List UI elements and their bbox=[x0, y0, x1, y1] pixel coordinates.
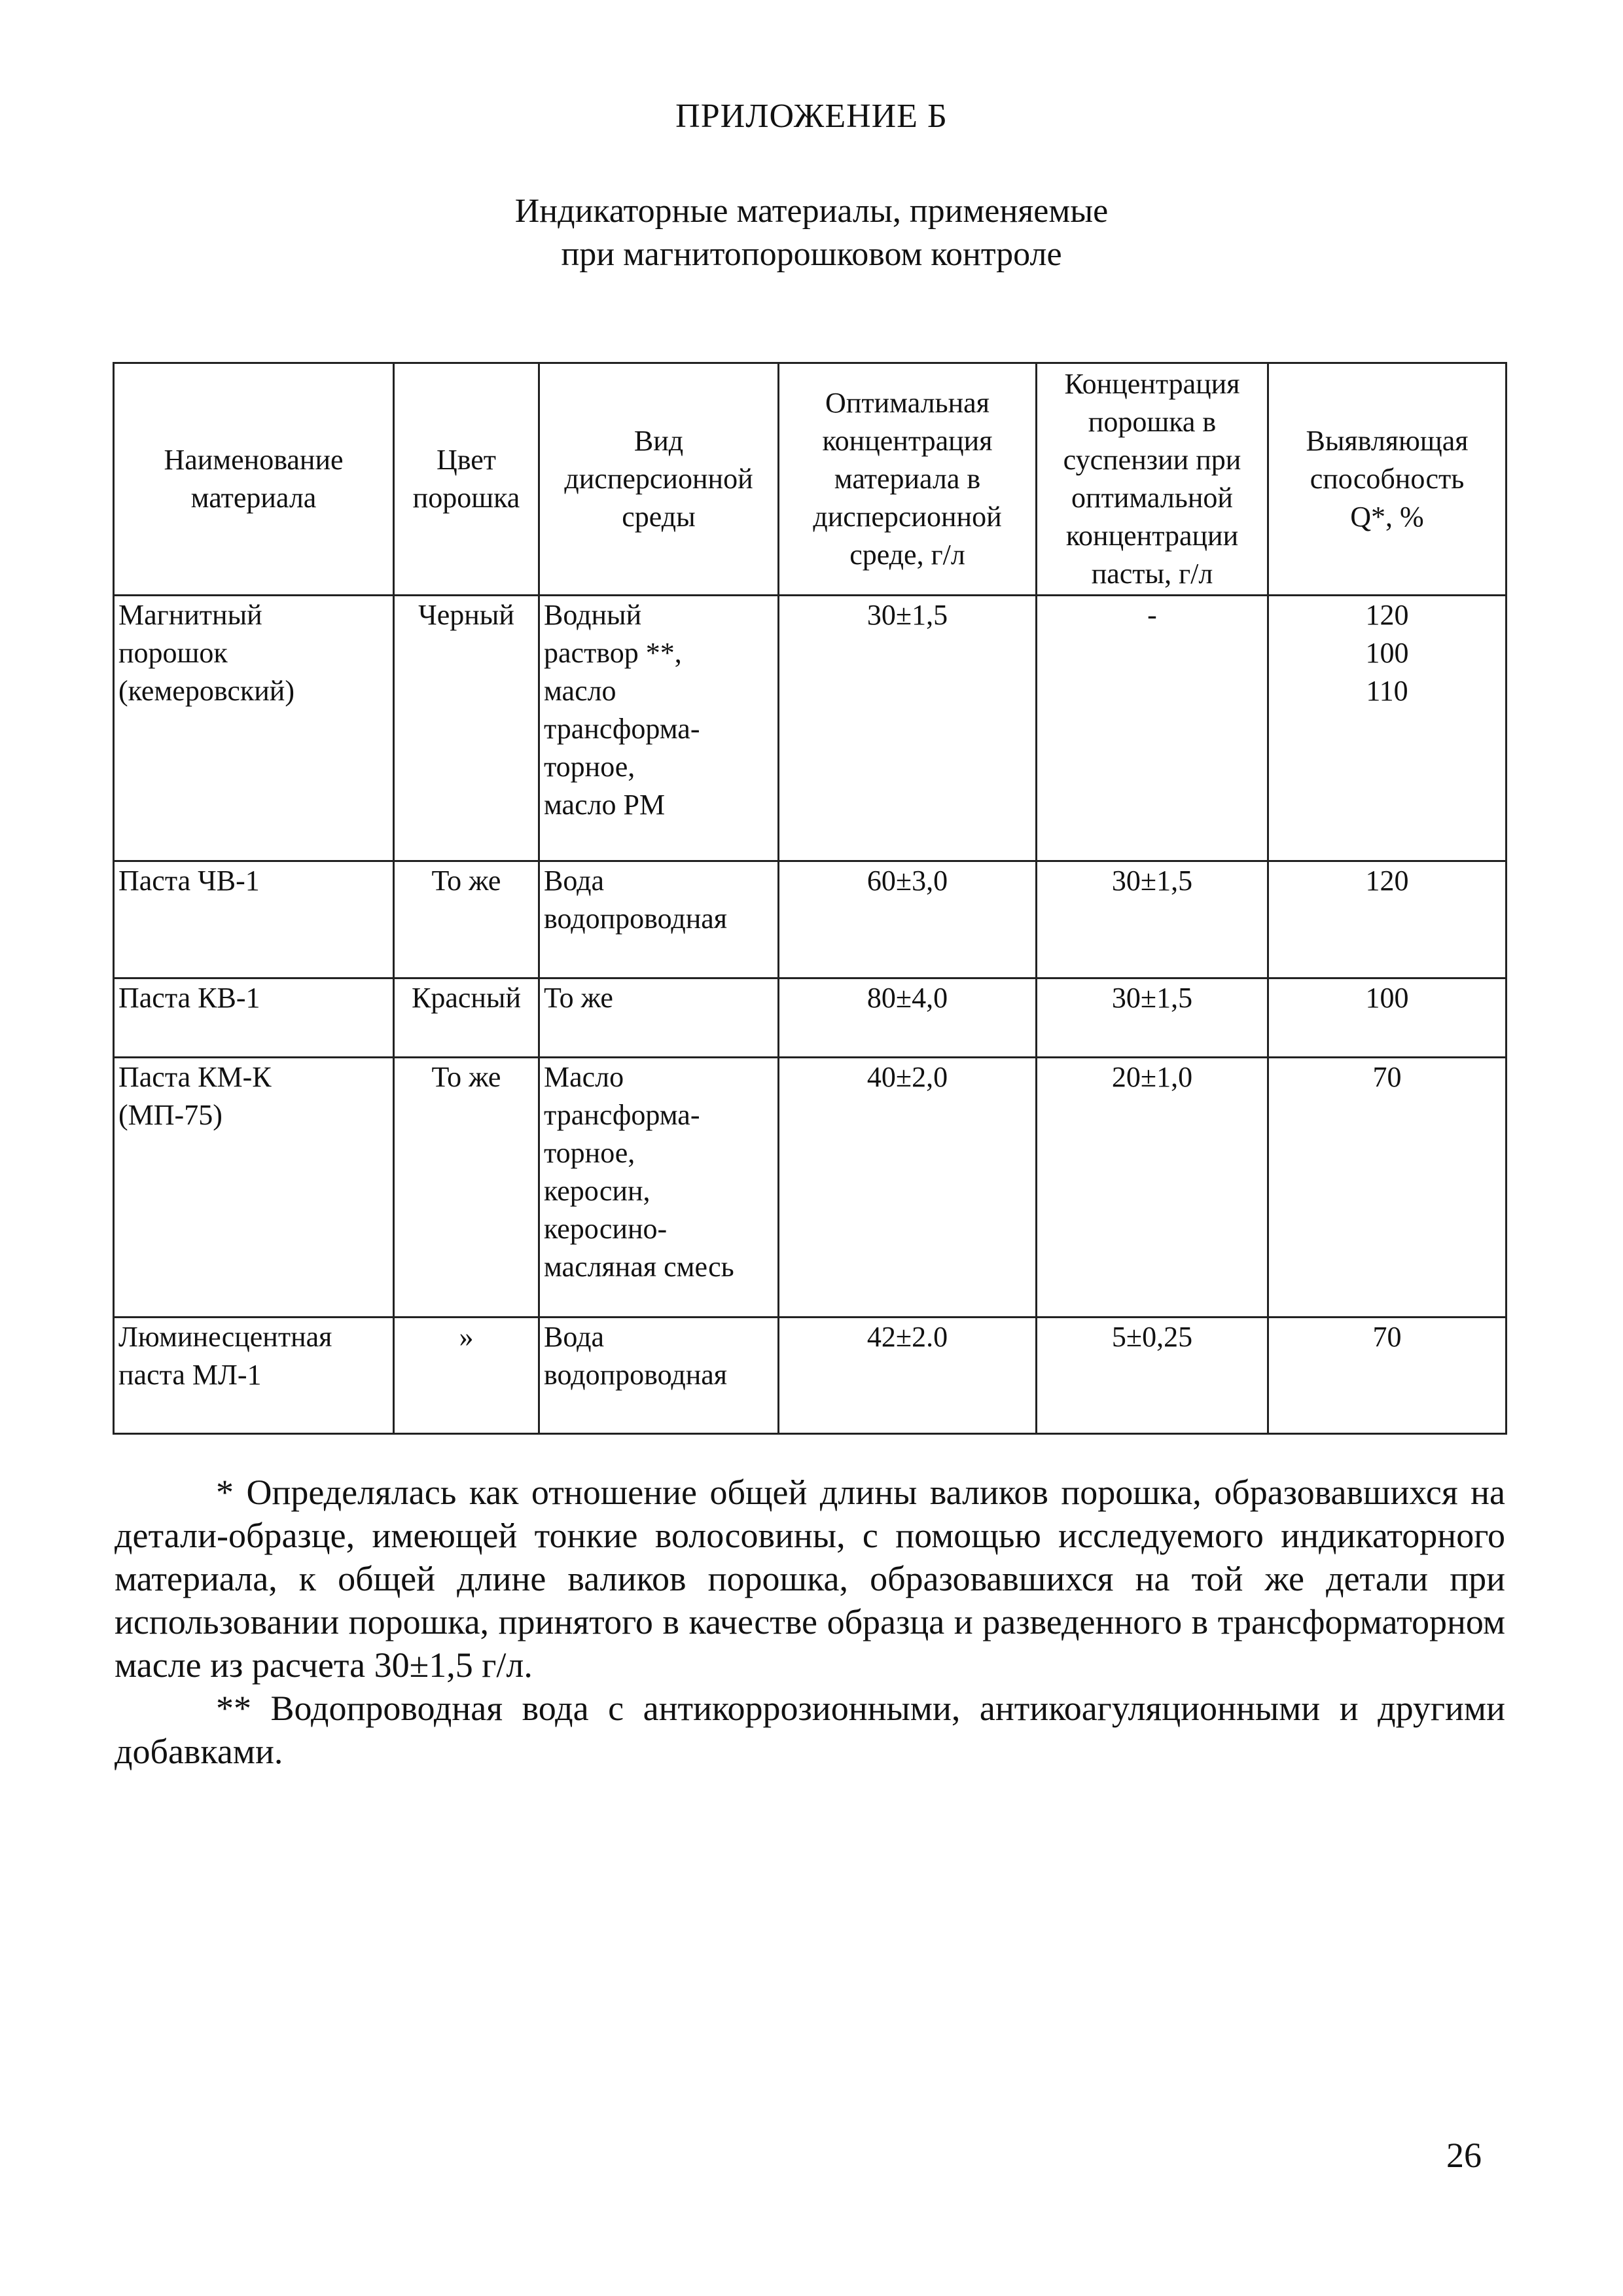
cell-name bbox=[114, 596, 394, 861]
cell-line: торное, bbox=[544, 1137, 635, 1169]
cell-line: Паста КВ-1 bbox=[118, 982, 260, 1014]
header-line: материала bbox=[190, 482, 317, 514]
cell-name bbox=[114, 978, 394, 1058]
cell-line: (кемеровский) bbox=[118, 675, 295, 707]
header-line: концентрация bbox=[822, 425, 993, 457]
cell-line: 100 bbox=[1365, 982, 1409, 1014]
table-row bbox=[114, 861, 1507, 978]
cell-detectability bbox=[1268, 596, 1507, 861]
cell-line: Паста КМ-К bbox=[118, 1061, 272, 1093]
cell-line: порошок bbox=[118, 637, 228, 669]
cell-line: Магнитный bbox=[118, 599, 262, 631]
cell-medium bbox=[539, 1318, 779, 1434]
header-medium bbox=[539, 363, 779, 596]
cell-line: керосин, bbox=[544, 1175, 651, 1207]
header-line: дисперсионной bbox=[564, 463, 753, 495]
table-row bbox=[114, 978, 1507, 1058]
cell-line: трансформа- bbox=[544, 1099, 700, 1131]
header-name bbox=[114, 363, 394, 596]
header-line: среды bbox=[622, 501, 696, 533]
table-header-row bbox=[114, 363, 1507, 596]
cell-color: Черный bbox=[394, 596, 539, 861]
table-body bbox=[114, 596, 1507, 1434]
footnote-1: * Определялась как отношение общей длины валиков порошка, образовавшихся на детали-образце, имеющей тонкие волосовины, с помощью исследуемого индикаторного материала, к общей длине валиков порошка, образовавшихся на той же детали при использовании порошка, принятого в качестве образца и разведенного в трансформаторном масле из расчета 30±1,5 г/л. bbox=[115, 1473, 1505, 1685]
header-line: порошка bbox=[412, 482, 520, 514]
footnotes bbox=[115, 1471, 1505, 1773]
header-line: оптимальной bbox=[1071, 482, 1233, 514]
cell-line: Паста ЧВ-1 bbox=[118, 865, 260, 897]
cell-line: водопроводная bbox=[544, 1359, 728, 1391]
cell-line: паста МЛ-1 bbox=[118, 1359, 262, 1391]
header-line: Вид bbox=[633, 425, 684, 457]
cell-optimal-concentration: 40±2,0 bbox=[779, 1058, 1037, 1318]
cell-optimal-concentration: 30±1,5 bbox=[779, 596, 1037, 861]
header-line: среде, г/л bbox=[849, 539, 965, 571]
cell-detectability bbox=[1268, 978, 1507, 1058]
cell-detectability bbox=[1268, 861, 1507, 978]
cell-line: 120 bbox=[1365, 865, 1409, 897]
cell-line: водопроводная bbox=[544, 903, 728, 935]
footnote-2: ** Водопроводная вода с антикоррозионными, антикоагуляционными и другими добавками. bbox=[115, 1689, 1505, 1771]
header-line: Q*, % bbox=[1350, 501, 1424, 533]
cell-line: Масло bbox=[544, 1061, 624, 1093]
header-line: пасты, г/л bbox=[1091, 558, 1213, 590]
cell-color: То же bbox=[394, 861, 539, 978]
table-row bbox=[114, 1318, 1507, 1434]
cell-line: Вода bbox=[544, 1321, 604, 1353]
cell-color: » bbox=[394, 1318, 539, 1434]
header-line: Выявляющая bbox=[1306, 425, 1469, 457]
header-line: способность bbox=[1310, 463, 1465, 495]
header-optimal-concentration bbox=[779, 363, 1037, 596]
header-detectability bbox=[1268, 363, 1507, 596]
header-line: дисперсионной bbox=[813, 501, 1002, 533]
cell-line: раствор **, bbox=[544, 637, 682, 669]
cell-medium bbox=[539, 1058, 779, 1318]
cell-line: торное, bbox=[544, 751, 635, 783]
cell-suspension-concentration: 30±1,5 bbox=[1037, 861, 1268, 978]
cell-line: масло РМ bbox=[544, 789, 666, 821]
cell-line: (МП-75) bbox=[118, 1099, 223, 1131]
cell-name bbox=[114, 1318, 394, 1434]
cell-line: Водный bbox=[544, 599, 642, 631]
cell-line: 120 bbox=[1365, 599, 1409, 631]
cell-line: 70 bbox=[1372, 1061, 1402, 1093]
caption-line-2: при магнитопорошковом контроле bbox=[561, 236, 1062, 273]
header-suspension-concentration bbox=[1037, 363, 1268, 596]
cell-line: 100 bbox=[1365, 637, 1409, 669]
header-line: Цвет bbox=[436, 444, 497, 476]
cell-suspension-concentration: 30±1,5 bbox=[1037, 978, 1268, 1058]
header-line: Оптимальная bbox=[825, 387, 990, 419]
cell-suspension-concentration: 20±1,0 bbox=[1037, 1058, 1268, 1318]
page-title: ПРИЛОЖЕНИЕ Б bbox=[675, 98, 948, 135]
cell-detectability bbox=[1268, 1058, 1507, 1318]
cell-line: трансформа- bbox=[544, 713, 700, 745]
cell-color: То же bbox=[394, 1058, 539, 1318]
table-caption bbox=[0, 190, 1623, 276]
cell-line: То же bbox=[544, 982, 613, 1014]
caption-line-1: Индикаторные материалы, применяемые bbox=[514, 192, 1109, 230]
cell-color: Красный bbox=[394, 978, 539, 1058]
table-row bbox=[114, 1058, 1507, 1318]
cell-line: керосино- bbox=[544, 1213, 668, 1245]
indicator-materials-table bbox=[113, 362, 1507, 1435]
cell-line: 110 bbox=[1366, 675, 1408, 707]
header-color bbox=[394, 363, 539, 596]
cell-line: Люминесцентная bbox=[118, 1321, 332, 1353]
cell-suspension-concentration: - bbox=[1037, 596, 1268, 861]
cell-medium bbox=[539, 978, 779, 1058]
cell-detectability bbox=[1268, 1318, 1507, 1434]
cell-line: 70 bbox=[1372, 1321, 1402, 1353]
cell-optimal-concentration: 60±3,0 bbox=[779, 861, 1037, 978]
cell-line: Вода bbox=[544, 865, 604, 897]
page-number: 26 bbox=[1446, 2136, 1482, 2175]
cell-suspension-concentration: 5±0,25 bbox=[1037, 1318, 1268, 1434]
cell-medium bbox=[539, 861, 779, 978]
cell-optimal-concentration: 42±2.0 bbox=[779, 1318, 1037, 1434]
table-row bbox=[114, 596, 1507, 861]
cell-line: масляная смесь bbox=[544, 1251, 734, 1283]
cell-medium bbox=[539, 596, 779, 861]
cell-line: масло bbox=[544, 675, 616, 707]
header-line: Концентрация bbox=[1064, 368, 1240, 400]
header-line: Наименование bbox=[164, 444, 344, 476]
cell-optimal-concentration: 80±4,0 bbox=[779, 978, 1037, 1058]
header-line: суспензии при bbox=[1063, 444, 1241, 476]
header-line: порошка в bbox=[1088, 406, 1217, 438]
header-line: материала в bbox=[834, 463, 981, 495]
cell-name bbox=[114, 1058, 394, 1318]
header-line: концентрации bbox=[1065, 520, 1239, 552]
cell-name bbox=[114, 861, 394, 978]
